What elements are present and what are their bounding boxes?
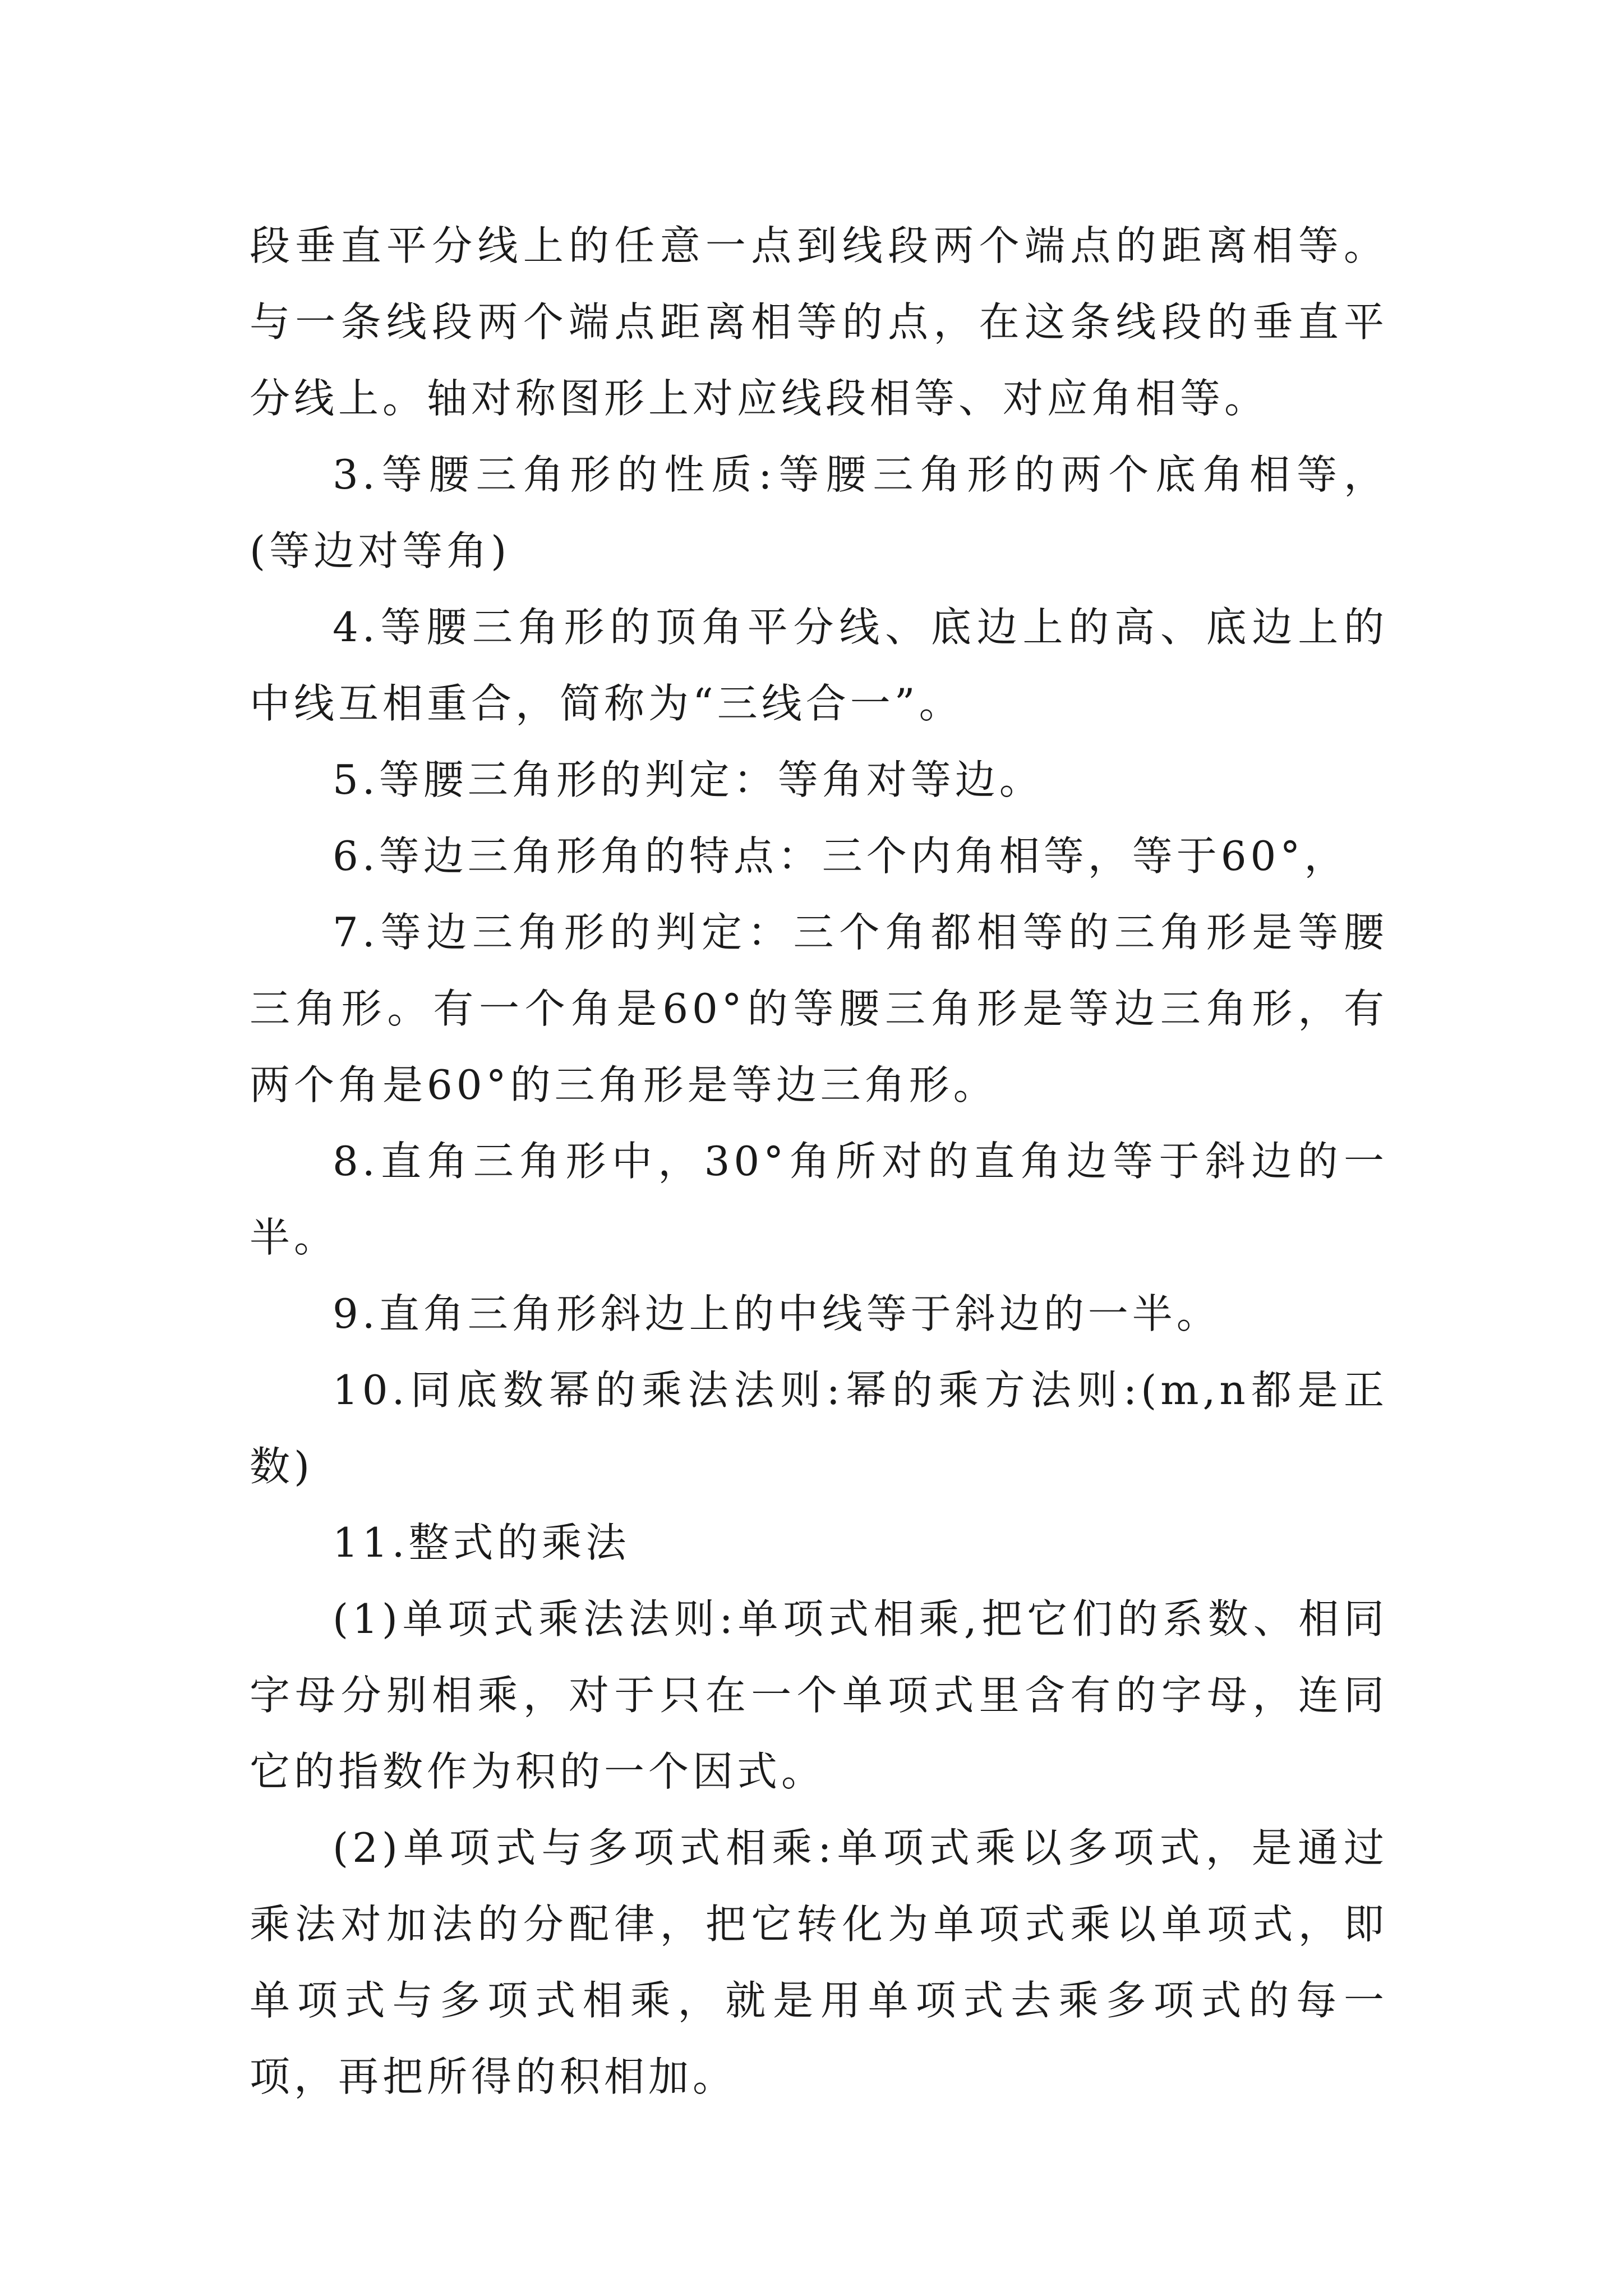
document-body bbox=[250, 208, 1388, 2115]
paragraph-item-9: 9.直角三角形斜边上的中线等于斜边的一半。 bbox=[333, 1290, 1221, 1337]
paragraph-item-10: 10.同底数幂的乘法法则:幂的乘方法则:(m,n都是正数) bbox=[250, 1366, 1388, 1490]
paragraph-item-6: 6.等边三角形角的特点：三个内角相等，等于60°， bbox=[333, 832, 1349, 880]
paragraph-item-4: 4.等腰三角形的顶角平分线、底边上的高、底边上的中线互相重合，简称为“三线合一”。 bbox=[250, 604, 1388, 727]
paragraph-item-3: 3.等腰三角形的性质:等腰三角形的两个底角相等，(等边对等角) bbox=[250, 451, 1388, 574]
paragraph-item-8: 8.直角三角形中，30°角所对的直角边等于斜边的一半。 bbox=[250, 1138, 1388, 1261]
paragraph-item-5: 5.等腰三角形的判定：等角对等边。 bbox=[333, 756, 1044, 803]
paragraph-subitem-1: (1)单项式乘法法则:单项式相乘,把它们的系数、相同字母分别相乘，对于只在一个单项式里含有的字母，连同它的指数作为积的一个因式。 bbox=[250, 1595, 1388, 1795]
paragraph-continuation: 段垂直平分线上的任意一点到线段两个端点的距离相等。与一条线段两个端点距离相等的点，在这条线段的垂直平分线上。轴对称图形上对应线段相等、对应角相等。 bbox=[250, 222, 1388, 422]
paragraph-subitem-2: (2)单项式与多项式相乘:单项式乘以多项式，是通过乘法对加法的分配律，把它转化为单项式乘以单项式，即单项式与多项式相乘，就是用单项式去乘多项式的每一项，再把所得的积相加。 bbox=[250, 1824, 1388, 2100]
paragraph-item-11: 11.整式的乘法 bbox=[333, 1519, 630, 1566]
paragraph-item-7: 7.等边三角形的判定：三个角都相等的三角形是等腰三角形。有一个角是60°的等腰三角形是等边三角形，有两个角是60°的三角形是等边三角形。 bbox=[250, 909, 1388, 1108]
